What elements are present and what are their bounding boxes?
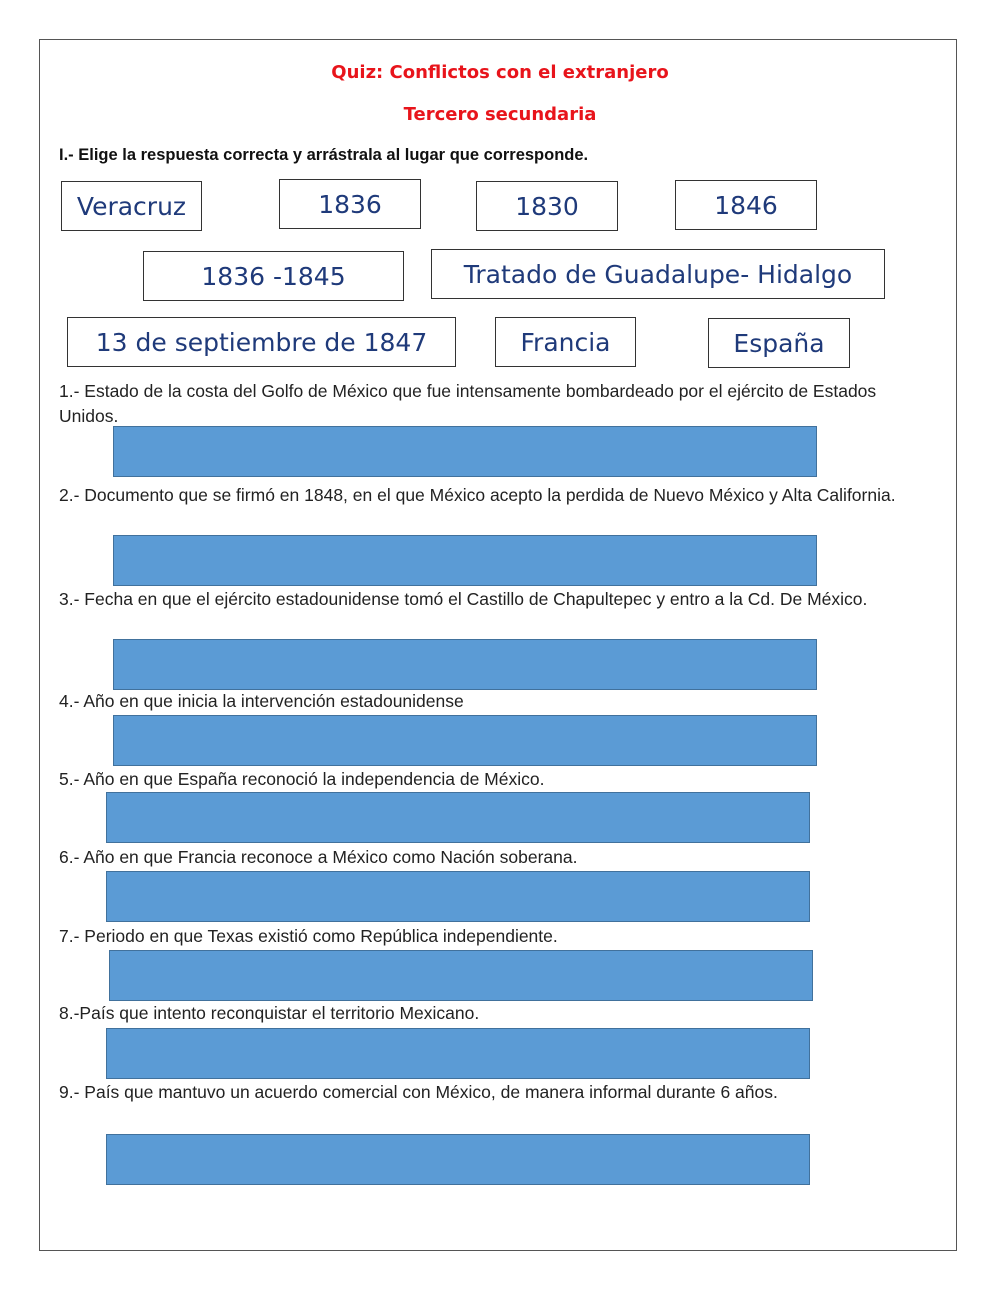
question-7: 7.- Periodo en que Texas existió como República independiente. — [59, 926, 558, 946]
question-6: 6.- Año en que Francia reconoce a México como Nación soberana. — [59, 847, 578, 867]
question-9: 9.- País que mantuvo un acuerdo comercial con México, de manera informal durante 6 años. — [59, 1082, 778, 1102]
question-1: 1.- Estado de la costa del Golfo de México que fue intensamente bombardeado por el ejército de Estados Unidos. — [59, 381, 877, 426]
drop-slot-8[interactable] — [106, 1028, 810, 1079]
instruction-text: I.- Elige la respuesta correcta y arrástrala al lugar que corresponde. — [59, 146, 589, 164]
drop-slot-4[interactable] — [113, 715, 817, 766]
answer-chip-13-septiembre-1847[interactable]: 13 de septiembre de 1847 — [67, 317, 456, 367]
answer-chip-1836[interactable]: 1836 — [279, 179, 421, 229]
drop-slot-1[interactable] — [113, 426, 817, 477]
question-8: 8.-País que intento reconquistar el territorio Mexicano. — [59, 1003, 480, 1023]
quiz-title: Quiz: Conflictos con el extranjero — [331, 62, 669, 83]
answer-chip-1830[interactable]: 1830 — [476, 181, 618, 231]
answer-chip-veracruz[interactable]: Veracruz — [61, 181, 202, 231]
answer-chip-espana[interactable]: España — [708, 318, 850, 368]
answer-chip-francia[interactable]: Francia — [495, 317, 636, 367]
answer-chip-1836-1845[interactable]: 1836 -1845 — [143, 251, 404, 301]
answer-chip-1846[interactable]: 1846 — [675, 180, 817, 230]
drop-slot-3[interactable] — [113, 639, 817, 690]
drop-slot-6[interactable] — [106, 871, 810, 922]
drop-slot-5[interactable] — [106, 792, 810, 843]
question-4: 4.- Año en que inicia la intervención estadounidense — [59, 691, 464, 711]
question-5: 5.- Año en que España reconoció la independencia de México. — [59, 769, 545, 789]
drop-slot-2[interactable] — [113, 535, 817, 586]
answer-chip-tratado-guadalupe-hidalgo[interactable]: Tratado de Guadalupe- Hidalgo — [431, 249, 885, 299]
question-2: 2.- Documento que se firmó en 1848, en el que México acepto la perdida de Nuevo México y Alta California. — [59, 485, 896, 505]
drop-slot-9[interactable] — [106, 1134, 810, 1185]
question-3: 3.- Fecha en que el ejército estadounidense tomó el Castillo de Chapultepec y entro a la Cd. De México. — [59, 589, 868, 609]
drop-slot-7[interactable] — [109, 950, 813, 1001]
quiz-subtitle: Tercero secundaria — [403, 104, 597, 125]
